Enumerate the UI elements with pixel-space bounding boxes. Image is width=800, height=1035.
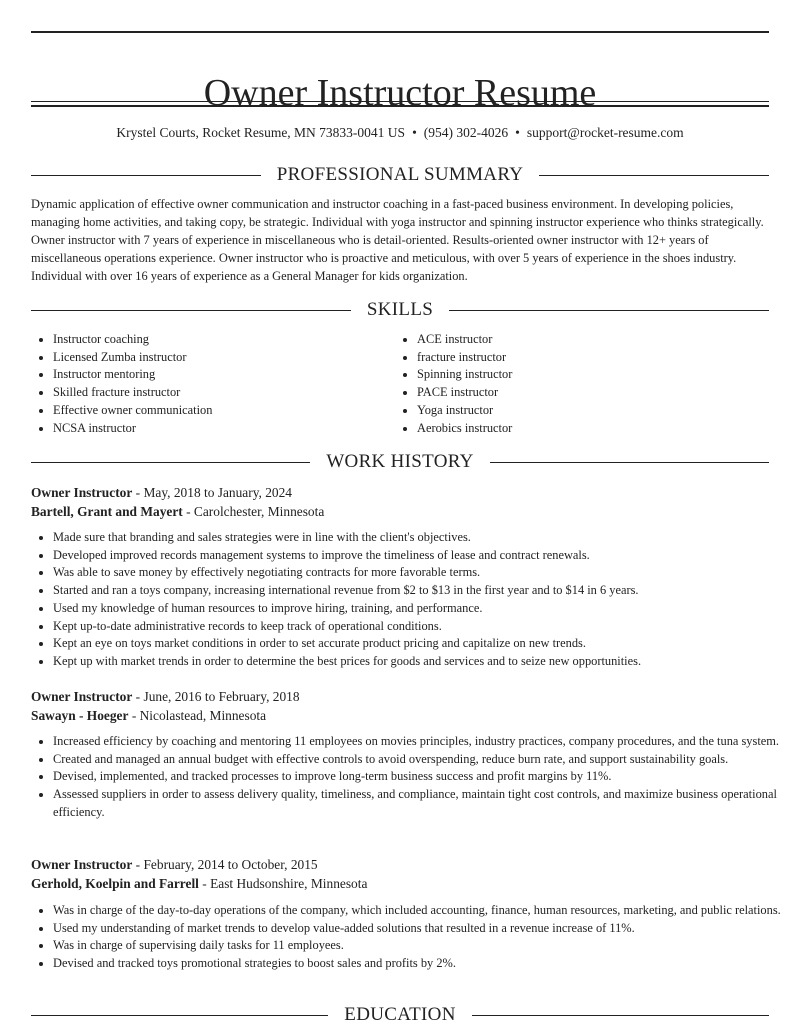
job-bullet: • Developed improved records management systems to improve the timeliness of lease and contract renewals. xyxy=(53,547,791,565)
heading-rule-right xyxy=(539,175,769,176)
job-bullet: • Kept an eye on toys market conditions in order to set accurate product pricing and capitalize on new trends. xyxy=(53,635,791,653)
job-company-line xyxy=(31,503,769,521)
skill-item: • NCSA instructor xyxy=(53,420,212,438)
job-bullet: • Made sure that branding and sales strategies were in line with the client's objectives. xyxy=(53,529,791,547)
job-bullet: • Created and managed an annual budget with effective controls to avoid overspending, reduce burn rate, and support sustainability goals. xyxy=(53,751,791,769)
skill-item: • Yoga instructor xyxy=(417,402,512,420)
work-heading-row xyxy=(31,450,769,474)
job-title-line xyxy=(31,484,769,502)
job-dates: February, 2014 to October, 2015 xyxy=(143,857,318,872)
job-bullets xyxy=(31,902,791,973)
skills-list-left xyxy=(31,331,212,437)
skill-item: • fracture instructor xyxy=(417,349,512,367)
job-company-line xyxy=(31,707,769,725)
skill-item: • Effective owner communication xyxy=(53,402,212,420)
job-bullet: • Increased efficiency by coaching and mentoring 11 employees on movies principles, industry practices, company procedures, and the tuna system. xyxy=(53,733,791,751)
heading-rule-left xyxy=(31,310,351,311)
summary-heading-row xyxy=(31,163,769,187)
job-bullet: • Devised, implemented, and tracked processes to improve long-term business success and profit margins by 11%. xyxy=(53,768,791,786)
resume-title: Owner Instructor Resume xyxy=(203,72,597,115)
job-title-line xyxy=(31,856,769,874)
job-bullet: • Was able to save money by effectively negotiating contracts for more favorable terms. xyxy=(53,564,791,582)
job-dates: June, 2016 to February, 2018 xyxy=(143,689,300,704)
contact-line xyxy=(31,124,769,142)
job-company-line xyxy=(31,875,769,893)
job-bullet: • Kept up with market trends in order to determine the best prices for goods and services and to seize new opportunities. xyxy=(53,653,791,671)
title-rule-thick xyxy=(31,105,769,107)
job-dates: May, 2018 to January, 2024 xyxy=(143,485,292,500)
education-heading: EDUCATION xyxy=(344,1004,456,1025)
dash: - xyxy=(202,876,207,891)
heading-rule-right xyxy=(449,310,769,311)
job-bullet: • Devised and tracked toys promotional strategies to boost sales and profits by 2%. xyxy=(53,955,791,973)
job-bullet: • Assessed suppliers in order to assess delivery quality, timeliness, and compliance, maintain tight cost controls, and maximize business operational efficiency. xyxy=(53,786,791,821)
job-bullet: • Started and ran a toys company, increasing international revenue from $2 to $13 in the first year and to $14 in 6 years. xyxy=(53,582,791,600)
heading-rule-left xyxy=(31,1015,328,1016)
job-title: Owner Instructor xyxy=(31,485,133,500)
job-company: Bartell, Grant and Mayert xyxy=(31,504,183,519)
title-rule-thin xyxy=(31,101,769,102)
top-rule xyxy=(31,31,769,33)
heading-rule-right xyxy=(490,462,769,463)
job-bullet: • Used my understanding of market trends to develop value-added solutions that resulted in a revenue increase of 11%. xyxy=(53,920,791,938)
contact-separator: • xyxy=(412,125,417,140)
skill-item: • Spinning instructor xyxy=(417,366,512,384)
skill-item: • Skilled fracture instructor xyxy=(53,384,212,402)
skills-list-right xyxy=(395,331,512,437)
skill-item: • ACE instructor xyxy=(417,331,512,349)
skill-item: • Instructor mentoring xyxy=(53,366,212,384)
contact-address: Krystel Courts, Rocket Resume, MN 73833-0041 US xyxy=(116,125,406,140)
education-heading-row xyxy=(31,1003,769,1027)
job-location: East Hudsonshire, Minnesota xyxy=(210,876,368,891)
contact-phone: (954) 302-4026 xyxy=(423,125,509,140)
heading-rule-left xyxy=(31,462,310,463)
job-bullet: • Used my knowledge of human resources to improve hiring, training, and performance. xyxy=(53,600,791,618)
dash: - xyxy=(186,504,191,519)
job-company: Gerhold, Koelpin and Farrell xyxy=(31,876,199,891)
summary-text: Dynamic application of effective owner communication and instructor coaching in a fast-paced business environment. In developing policies, managing home activities, and taking copy, be strategic. Individual with yoga instructor and spinning instructor experience who thinks strategically. Owner instructor with 7 years of experience in miscellaneous who is detail-oriented. Results-oriented owner instructor with 12+ years of miscellaneous operations experience. Owner instructor who is proactive and meticulous, with over 5 years of experience in the shoes industry. Individual with over 16 years of experience as a General Manager for kids organization. xyxy=(31,197,764,283)
contact-email: support@rocket-resume.com xyxy=(526,125,684,140)
summary-heading: PROFESSIONAL SUMMARY xyxy=(276,164,524,185)
job-bullets xyxy=(31,733,791,822)
heading-rule-left xyxy=(31,175,261,176)
job-bullet: • Kept up-to-date administrative records to keep track of operational conditions. xyxy=(53,618,791,636)
job-title: Owner Instructor xyxy=(31,689,133,704)
job-bullets xyxy=(31,529,791,671)
job-location: Carolchester, Minnesota xyxy=(193,504,325,519)
job-bullet: • Was in charge of the day-to-day operations of the company, which included accounting, finance, human resources, marketing, and public relations. xyxy=(53,902,791,920)
dash: - xyxy=(135,689,141,704)
contact-separator: • xyxy=(515,125,520,140)
heading-rule-right xyxy=(472,1015,769,1016)
job-bullet: • Was in charge of supervising daily tasks for 11 employees. xyxy=(53,937,791,955)
dash: - xyxy=(135,857,141,872)
job-title: Owner Instructor xyxy=(31,857,133,872)
skill-item: • Licensed Zumba instructor xyxy=(53,349,212,367)
job-title-line xyxy=(31,688,769,706)
skill-item: • Instructor coaching xyxy=(53,331,212,349)
skills-heading: SKILLS xyxy=(366,299,434,320)
job-location: Nicolastead, Minnesota xyxy=(139,708,267,723)
dash: - xyxy=(135,485,141,500)
work-heading: WORK HISTORY xyxy=(326,451,474,472)
job-company: Sawayn - Hoeger xyxy=(31,708,129,723)
skills-heading-row xyxy=(31,298,769,322)
skill-item: • Aerobics instructor xyxy=(417,420,512,438)
skill-item: • PACE instructor xyxy=(417,384,512,402)
dash: - xyxy=(131,708,137,723)
